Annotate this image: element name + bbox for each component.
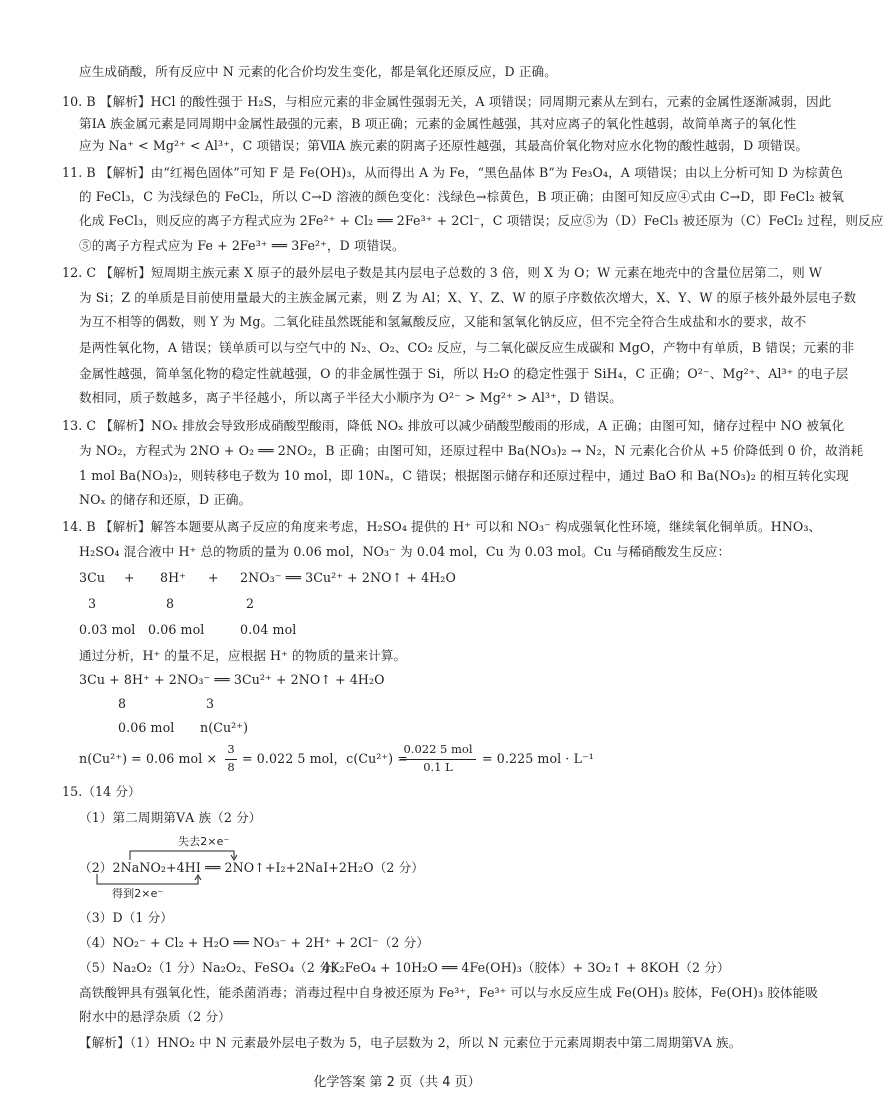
eq1-rest: 2NO₃⁻ ══ 3Cu²⁺ + 2NO↑ + 4H₂O (240, 570, 456, 585)
q12-line-4: 是两性氧化物，A 错误；镁单质可以与空气中的 N₂、O₂、CO₂ 反应，与二氧化碳反应生成碳和 MgO，产物中有单质，B 错误；元素的非 (79, 340, 855, 355)
electron-lose-label: 失去2×e⁻ (178, 835, 230, 848)
q11-line-3: 化成 FeCl₃，则反应的离子方程式应为 2Fe²⁺ + Cl₂ ══ 2Fe³⁺ + 2Cl⁻，C 项错误；反应⑤为（D）FeCl₃ 被还原为（C）FeCl₂ 过程，则反应 (79, 213, 883, 228)
q15-analysis: 【解析】（1）HNO₂ 中 N 元素最外层电子数为 5，电子层数为 2，所以 N 元素位于元素周期表中第二周期第ⅤA 族。 (79, 1035, 742, 1050)
eq2-mol: 0.06 mol (118, 720, 175, 735)
eq1-coef: 8 (166, 596, 175, 611)
q14-line-1: 14. B 【解析】解答本题要从离子反应的角度来考虑，H₂SO₄ 提供的 H⁺ 可以和 NO₃⁻ 构成强氧化性环境，继续氧化铜单质。HNO₃、 (62, 519, 822, 534)
q14-line-2: H₂SO₄ 混合液中 H⁺ 总的物质的量为 0.06 mol，NO₃⁻ 为 0.04 mol，Cu 为 0.03 mol。Cu 与稀硝酸发生反应： (79, 544, 731, 559)
q15-part-5c: 4K₂FeO₄ + 10H₂O ══ 4Fe(OH)₃（胶体）+ 3O₂↑ + 8KOH（2 分） (322, 960, 730, 975)
eq2-coef: 8 (118, 696, 127, 711)
q12-line-1: 12. C 【解析】短周期主族元素 X 原子的最外层电子数是其内层电子总数的 3 倍，则 X 为 O；W 元素在地壳中的含量位居第二，则 W (62, 265, 822, 280)
eq2-text: 3Cu + 8H⁺ + 2NO₃⁻ ══ 3Cu²⁺ + 2NO↑ + 4H₂O (79, 672, 385, 687)
q13-line-4: NOₓ 的储存和还原，D 正确。 (79, 492, 252, 507)
eq1-mol: 0.04 mol (240, 622, 297, 637)
eq1-mol: 0.06 mol (148, 622, 205, 637)
q10-line-2: 第ⅠA 族金属元素是同周期中金属性最强的元素，B 项正确；元素的金属性越强，其对应离子的氧化性越弱，故简单离子的氧化性 (79, 116, 797, 131)
eq2-coef: 3 (206, 696, 215, 711)
analysis-line: 通过分析，H⁺ 的量不足，应根据 H⁺ 的物质的量来计算。 (79, 648, 407, 663)
calc-rhs: = 0.225 mol · L⁻¹ (482, 751, 594, 766)
fraction-denominator: 0.1 L (423, 760, 453, 774)
q13-line-2: 为 NO₂，方程式为 2NO + O₂ ══ 2NO₂，B 正确；由图可知，还原过程中 Ba(NO₃)₂ → N₂，N 元素化合价从 +5 价降低到 0 价，故消耗 (79, 443, 864, 458)
page-footer: 化学答案 第 2 页（共 4 页） (313, 1075, 481, 1090)
q13-line-3: 1 mol Ba(NO₃)₂，则转移电子数为 10 mol，即 10Nₐ，C 错误；根据图示储存和还原过程中，通过 BaO 和 Ba(NO₃)₂ 的相互转化实现 (79, 468, 849, 483)
q11-line-2: 的 FeCl₃，C 为浅绿色的 FeCl₂，所以 C→D 溶液的颜色变化：浅绿色→棕黄色，B 项正确；由图可知反应④式由 C→D，即 FeCl₂ 被氧 (79, 189, 845, 204)
electron-gain-label: 得到2×e⁻ (112, 887, 164, 900)
q10-line-1: 10. B 【解析】HCl 的酸性强于 H₂S，与相应元素的非金属性强弱无关，A 项错误；同周期元素从左到右，元素的金属性逐渐减弱，因此 (62, 94, 832, 109)
calc-lhs: n(Cu²⁺) = 0.06 mol × (79, 751, 218, 766)
eq1-plus: + (208, 570, 219, 585)
q12-line-6: 数相同，质子数越多，离子半径越小，所以离子半径大小顺序为 O²⁻ > Mg²⁺ > Al³⁺，D 错误。 (79, 390, 622, 405)
q15-explain-1: 高铁酸钾具有强氧化性，能杀菌消毒；消毒过程中自身被还原为 Fe³⁺，Fe³⁺ 可以与水反应生成 Fe(OH)₃ 胶体，Fe(OH)₃ 胶体能吸 (79, 985, 819, 1000)
q15-part-2: （2）2NaNO₂+4HI ══ 2NO↑+I₂+2NaI+2H₂O（2 分） (79, 860, 424, 875)
calc-mid: = 0.022 5 mol，c(Cu²⁺) = (242, 751, 408, 766)
fraction-numerator: 3 (227, 742, 235, 756)
q13-line-1: 13. C 【解析】NOₓ 排放会导致形成硝酸型酸雨，降低 NOₓ 排放可以减少硝酸型酸雨的形成，A 正确；由图可知，储存过程中 NO 被氧化 (62, 418, 845, 433)
q11-line-1: 11. B 【解析】由“红褐色固体”可知 F 是 Fe(OH)₃，从而得出 A 为 Fe，“黑色晶体 B”为 Fe₃O₄，A 项错误；由以上分析可知 D 为棕黄色 (62, 165, 843, 180)
q15-part-1: （1）第二周期第ⅤA 族（2 分） (79, 810, 262, 825)
text-line: 应生成硝酸，所有反应中 N 元素的化合价均发生变化，都是氧化还原反应，D 正确。 (79, 64, 557, 79)
q11-line-4: ⑤的离子方程式应为 Fe + 2Fe³⁺ ══ 3Fe²⁺，D 项错误。 (79, 238, 405, 253)
q12-line-5: 金属性越强，简单氢化物的稳定性就越强，O 的非金属性强于 Si，所以 H₂O 的稳定性强于 SiH₄，C 正确；O²⁻、Mg²⁺、Al³⁺ 的电子层 (79, 366, 849, 381)
eq1-h: 8H⁺ (160, 570, 186, 585)
q12-line-3: 为互不相等的偶数，则 Y 为 Mg。二氧化硅虽然既能和氢氟酸反应，又能和氢氧化钠反应，但不完全符合生成盐和水的要求，故不 (79, 314, 807, 329)
eq1-coef: 2 (246, 596, 255, 611)
q15-heading: 15.（14 分） (62, 784, 141, 799)
eq1-cu: 3Cu (79, 570, 106, 585)
q12-line-2: 为 Si；Z 的单质是目前使用量最大的主族金属元素，则 Z 为 Al；X、Y、Z、W 的原子序数依次增大，X、Y、W 的原子核外最外层电子数 (79, 290, 857, 305)
q15-explain-2: 附水中的悬浮杂质（2 分） (79, 1009, 231, 1024)
eq1-coef: 3 (88, 596, 97, 611)
eq1-plus: + (124, 570, 135, 585)
q10-line-3: 应为 Na⁺ < Mg²⁺ < Al³⁺，C 项错误；第ⅦA 族元素的阴离子还原性越强，其最高价氧化物对应水化物的酸性越弱，D 项错误。 (79, 138, 809, 153)
q15-part-3: （3）D（1 分） (79, 910, 173, 925)
eq2-mol: n(Cu²⁺) (200, 720, 249, 735)
fraction-denominator: 8 (227, 760, 235, 774)
q15-part-5a: （5）Na₂O₂（1 分） (79, 960, 203, 975)
q15-part-5b: Na₂O₂、FeSO₄（2 分） (202, 960, 345, 975)
q15-part-4: （4）NO₂⁻ + Cl₂ + H₂O ══ NO₃⁻ + 2H⁺ + 2Cl⁻（2 分） (79, 935, 430, 950)
eq1-mol: 0.03 mol (79, 622, 136, 637)
fraction-numerator: 0.022 5 mol (403, 742, 473, 756)
